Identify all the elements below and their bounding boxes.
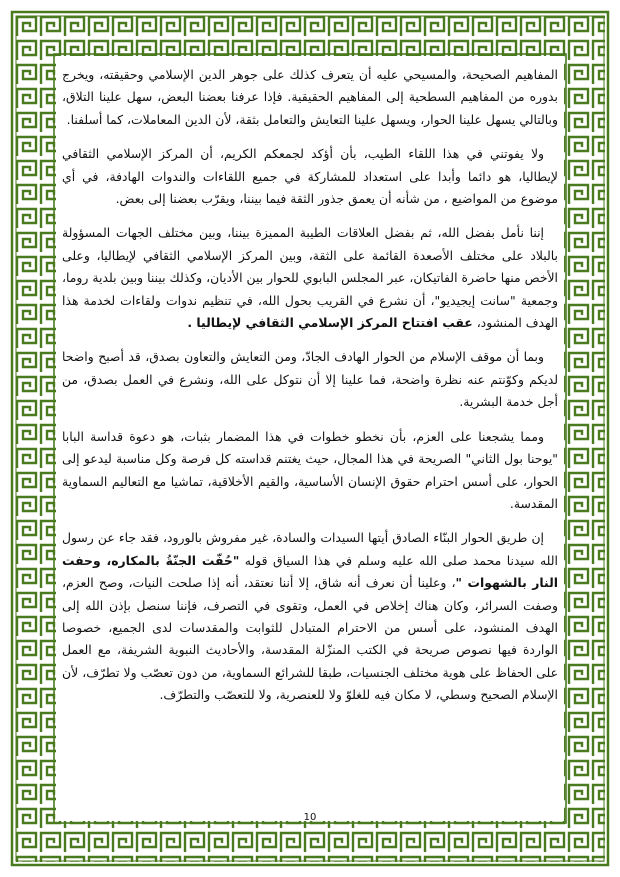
paragraph-2-text: ولا يفوتني في هذا اللقاء الطيب، بأن أؤكد لجمعكم الكريم، أن المركز الإسلامي الثقافي لإيطاليا، هو دائما وأبدا على استعداد للمشاركة في جميع اللقاءات والندوات الهادفة، في أي موضوع من المواضيع ، من شأنه أن يعمق جذور الثقة فيما بيننا، ويقرّب بعضنا إلى بعض. <box>62 146 558 207</box>
paragraph-6-text-after: ، وعلينا أن نعرف أنه شاق، إلا أننا نعتقد، أنه إذا صلحت النيات، وصح العزم، وصفت السرائر، وكان هناك إخلاص في العمل، وتقوى في التصرف، فإننا سنصل بإذن الله إلى الهدف المنشود، على أسس من الاحترام المتبادل للثوابت والمقدسات لدى الجميع، خصوصا الواردة فيها نصوص صريحة في الكتب المنزّلة المقدسة، والأحاديث النبوية الشريفة، مع العمل على الحفاظ على هوية مختلف الجنسيات، طبقا للشرائع السماوية، من دون تعصّب ولا تطرّف، لأن الإسلام الصحيح وسطي، لا مكان فيه للغلوّ ولا للعنصرية، ولا للتعصّب والتطرّف. <box>62 575 558 703</box>
paragraph-1-text: المفاهيم الصحيحة، والمسيحي عليه أن يتعرف كذلك على جوهر الدين الإسلامي وحقيقته، ويخرج بدوره من المفاهيم السطحية إلى المفاهيم الحقيقية. فإذا عرفنا بعضنا البعض، سهل علينا التلاق، وبالتالي يسهل علينا الحوار، ويسهل علينا التعايش والتعامل بثقة، لأن الدين المعاملات، كما أسلفنا. <box>62 67 558 127</box>
paragraph-4-text: وبما أن موقف الإسلام من الحوار الهادف الجادّ، ومن التعايش والتعاون بصدق، قد أصبح واضحا لديكم وكوّنتم عنه نظرة واضحة، فما علينا إلا أن نتوكل على الله، ونشرع في العمل بصدق، من أجل خدمة البشرية. <box>62 349 558 410</box>
paragraph-6 <box>62 527 558 706</box>
paragraph-3-bold-tail: عقب افتتاح المركز الإسلامي الثقافي لإيطاليا . <box>187 315 473 331</box>
article-body <box>62 64 558 832</box>
hadith-quote: "حُفّت الجنّةُ بالمكاره، وحفت النار بالشهوات " <box>62 552 558 591</box>
paragraph-6-text-before: إن طريق الحوار البنّاء الصادق أيتها السيدات والسادة، غير مفروش بالورود، فقد جاء عن رسول الله سيدنا محمد صلى الله عليه وسلم في هذا السياق قوله <box>62 530 558 568</box>
paragraph-5 <box>62 426 558 516</box>
paragraph-5-text: ومما يشجعنا على العزم، بأن نخطو خطوات في هذا المضمار بثبات، هو دعوة قداسة البابا "يوحنا بول الثاني" الصريحة في هذا المجال، حيث يغتنم قداسته كل فرصة وكل مناسبة ليدعو إلى الحوار، على أسس احترام حقوق الإنسان الأساسية، والقيم الأخلاقية، تماشيا مع التعاليم السماوية المقدسة. <box>62 428 558 511</box>
paragraph-1 <box>62 64 558 131</box>
paragraph-4 <box>62 346 558 413</box>
page-number: 10 <box>303 812 317 823</box>
paragraph-2 <box>62 143 558 210</box>
paragraph-3 <box>62 222 558 334</box>
paragraph-3-text: إننا نأمل بفضل الله، ثم بفضل العلاقات الطيبة المميزة بيننا، وبين مختلف الجهات المسؤولة بالبلاد على مختلف الأصعدة القائمة على الثقة، وبين المركز الإسلامي الثقافي لإيطاليا، وعلى الأخص منها حاضرة الفاتيكان، عبر المجلس البابوي للحوار بين الأديان، وكذلك بيننا وبين بلدية روما، وجمعية "سانت إيجيديو"، أن نشرع في القريب بحول الله، في تنظيم ندوات ولقاءات لخدمة هذا الهدف المنشود، <box>62 225 558 331</box>
